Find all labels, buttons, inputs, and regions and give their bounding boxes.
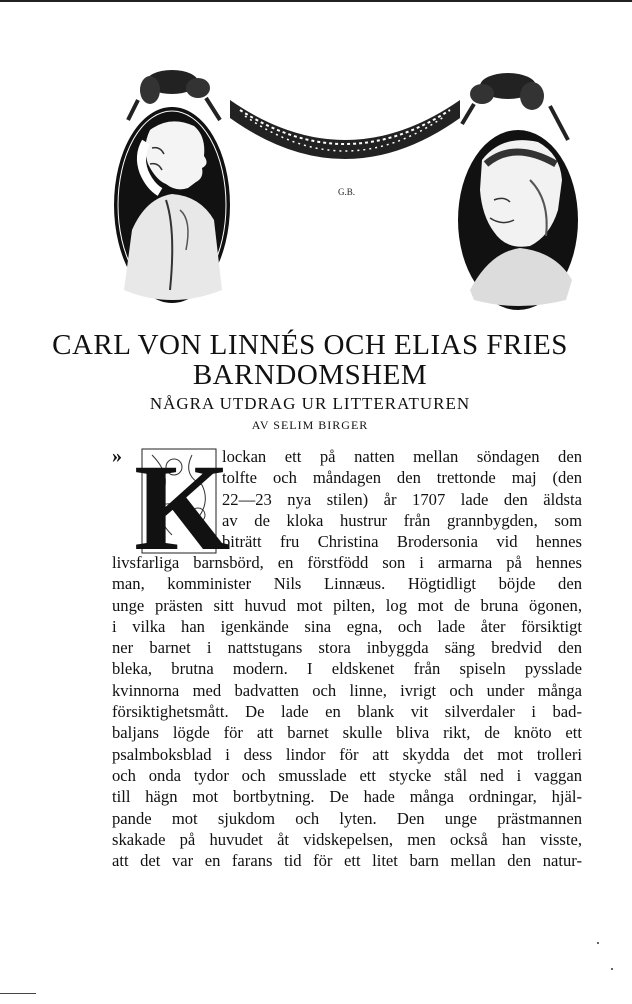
article-title-line-2: BARNDOMSHEM	[192, 359, 428, 391]
text-line: baljans lögde för att barnet skulle bliva rikt, de knöto ett	[112, 723, 582, 743]
text-line: i vilka han igenkände sina egna, och lade åter försiktigt	[112, 616, 582, 636]
bottom-edge-mark	[0, 993, 36, 994]
article-subtitle: NÅGRA UTDRAG UR LITTERATUREN	[149, 394, 471, 413]
linne-portrait	[114, 107, 230, 303]
article-title-line-1: CARL VON LINNÉS OCH ELIAS FRIES	[52, 329, 568, 361]
text-line: och onda tydor och smusslade ett stycke stål ned i vaggan	[112, 765, 582, 785]
fries-portrait	[458, 130, 578, 310]
text-line: skakade på huvudet åt vidskepelsen, men också han visste,	[112, 829, 582, 849]
text-line: biträtt fru Christina Brodersonia vid hennes	[222, 532, 582, 552]
top-page-edge	[0, 0, 632, 2]
text-line: lockan ett på natten mellan söndagen den	[222, 447, 582, 466]
text-line: till hägn mot bortbytning. De hade många ordningar, hjäl-	[112, 787, 582, 807]
text-line: pande mot sjukdom och lyten. Den unge prästmannen	[112, 808, 582, 828]
text-line: ner barnet i nattstugans stora inbyggda säng bredvid den	[112, 638, 582, 658]
text-line: tolfte och måndagen den trettonde maj (den	[222, 468, 582, 488]
text-line: försiktighetsmått. De lade en blank vit silverdaler i bad-	[112, 702, 582, 722]
text-line: bleka, brutna modern. I eldskenet från spiseln pysslade	[112, 659, 582, 679]
scan-speck	[611, 968, 613, 970]
text-line: livsfarliga barnsbörd, en förstfödd son i armarna på hennes	[112, 553, 582, 572]
text-line: 22—23 nya stilen) år 1707 lade den äldsta	[222, 489, 582, 509]
garland	[230, 100, 460, 159]
text-line: man, komminister Nils Linnæus. Högtidligt böjde den	[112, 574, 582, 594]
article-byline: AV SELIM BIRGER	[251, 418, 369, 432]
text-line: att det var en farans tid för ett litet barn mellan den natur-	[112, 851, 582, 871]
portrait-illustration	[110, 60, 580, 310]
text-line: av de kloka hustrur från grannbygden, som	[222, 510, 582, 530]
opening-quote-mark: »	[112, 445, 122, 467]
body-paragraph	[112, 552, 582, 871]
text-line: kvinnorna med badvatten och linne, ivrigt och under många	[112, 680, 582, 700]
right-bow-ornament	[462, 73, 568, 140]
text-line: unge prästen sitt huvud mot pilten, log mot de bruna ögonen,	[112, 595, 582, 615]
scan-speck	[597, 942, 599, 944]
text-line: psalmboksblad i dess lindor för att skydda det mot trolleri	[112, 744, 582, 764]
artist-monogram: G.B.	[338, 187, 356, 197]
indented-paragraph	[222, 446, 582, 552]
drop-cap-letter: K	[134, 439, 231, 576]
drop-cap-initial	[132, 439, 231, 576]
